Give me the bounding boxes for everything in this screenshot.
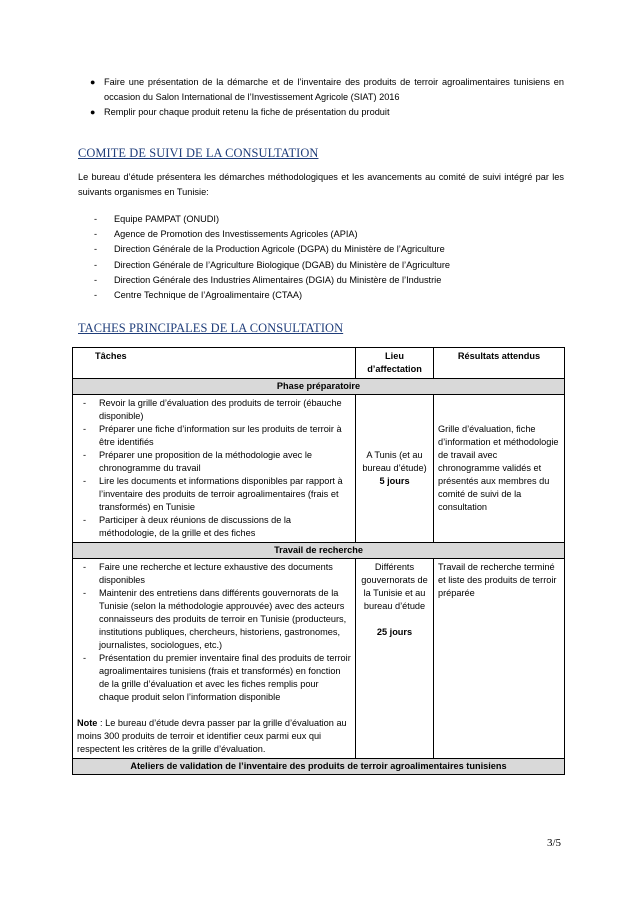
task-item: - Participer à deux réunions de discussions de la méthodologie, de la grille et des fiches bbox=[83, 515, 292, 538]
phase-row-recherche: Travail de recherche bbox=[73, 543, 565, 559]
organisms-list bbox=[94, 212, 450, 303]
phase1-location-cell bbox=[356, 395, 434, 543]
organism-item: - Equipe PAMPAT (ONUDI) bbox=[94, 214, 219, 224]
organism-item: - Direction Générale de la Production Agricole (DGPA) du Ministère de l’Agriculture bbox=[94, 244, 445, 255]
tasks-table bbox=[72, 347, 565, 775]
task-item: - Présentation du premier inventaire final des produits de terroir agroalimentaires tunisiens (frais et transformés) en fonction de la grille d’évaluation et avec les fiches remplis pour chaque produit selon l’information disponible bbox=[83, 653, 351, 702]
organism-item: - Centre Technique de l’Agroalimentaire (CTAA) bbox=[94, 290, 303, 301]
bullet-icon: ● bbox=[90, 107, 96, 117]
section-heading-comite: COMITE DE SUIVI DE LA CONSULTATION bbox=[78, 146, 319, 160]
task-item: - Maintenir des entretiens dans différents gouvernorats de la Tunisie (selon la méthodologie approuvée) avec des acteurs connaisseurs des produits de terroir en Tunisie (producteurs, institutions publiques, chercheurs, historiens, gastronomes, journalistes, sociologues, etc.) bbox=[83, 588, 347, 650]
table-header-row bbox=[73, 348, 565, 379]
header-tasks: Tâches bbox=[73, 348, 356, 379]
organism-item: - Direction Générale de l’Agriculture Biologique (DGAB) du Ministère de l’Agriculture bbox=[94, 259, 451, 270]
phase1-location: A Tunis (et au bureau d’étude) bbox=[362, 450, 427, 473]
phase2-duration: 25 jours bbox=[376, 627, 413, 637]
phase2-tasks-cell bbox=[73, 559, 356, 759]
table-row bbox=[73, 395, 565, 543]
phase2-note: Note : Le bureau d’étude devra passer par la grille d’évaluation au moins 300 produits de terroir et identifier ceux parmi eux qui respectent les critères de la grille d’évaluation. bbox=[77, 718, 347, 754]
comite-paragraph: Le bureau d’étude présentera les démarches méthodologiques et les avancements au comité de suivi intégré par les suivants organismes en Tunisie: bbox=[78, 172, 564, 197]
phase2-location: Différents gouvernorats de la Tunisie et au bureau d’étude bbox=[361, 562, 428, 611]
phase-row-preparatoire: Phase préparatoire bbox=[73, 379, 565, 395]
phase-row-ateliers: Ateliers de validation de l’inventaire des produits de terroir agroalimentaires tunisiens bbox=[73, 759, 565, 775]
section-heading-taches: TACHES PRINCIPALES DE LA CONSULTATION bbox=[78, 321, 344, 335]
intro-bullet: ● Faire une présentation de la démarche et de l’inventaire des produits de terroir agroalimentaires tunisiens en occasion du Salon International de l’Investissement Agricole (SIAT) 2016 bbox=[90, 77, 564, 102]
header-results: Résultats attendus bbox=[434, 348, 565, 379]
phase1-duration: 5 jours bbox=[379, 476, 410, 486]
organism-item: - Direction Générale des Industries Alimentaires (DGIA) du Ministère de l’Industrie bbox=[94, 274, 442, 285]
phase2-location-cell bbox=[356, 559, 434, 759]
page-number: 3/5 bbox=[547, 837, 562, 849]
table-row bbox=[73, 559, 565, 759]
organism-item: - Agence de Promotion des Investissements Agricoles (APIA) bbox=[94, 229, 358, 240]
phase2-results-cell: Travail de recherche terminé et liste des produits de terroir préparée bbox=[434, 559, 565, 759]
intro-bullet-list bbox=[90, 75, 564, 120]
header-location: Lieu d’affectation bbox=[356, 348, 434, 379]
task-item: - Faire une recherche et lecture exhaustive des documents disponibles bbox=[83, 562, 333, 585]
intro-bullet: ● Remplir pour chaque produit retenu la fiche de présentation du produit bbox=[104, 105, 564, 120]
task-item: - Revoir la grille d’évaluation des produits de terroir (ébauche disponible) bbox=[83, 398, 342, 421]
task-item: - Préparer une proposition de la méthodologie avec le chronogramme du travail bbox=[83, 450, 312, 473]
phase1-results-cell: Grille d’évaluation, fiche d’information et méthodologie de travail avec chronogramme validés et présentés aux membres du comité de suivi de la consultation bbox=[434, 395, 565, 543]
phase1-tasks-cell bbox=[73, 395, 356, 543]
task-item: - Préparer une fiche d’information sur les produits de terroir à être identifiés bbox=[83, 424, 342, 447]
bullet-icon: ● bbox=[90, 77, 96, 87]
task-item: - Lire les documents et informations disponibles par rapport à l’inventaire des produits de terroir agroalimentaires (frais et transformés) en Tunisie bbox=[83, 476, 343, 512]
